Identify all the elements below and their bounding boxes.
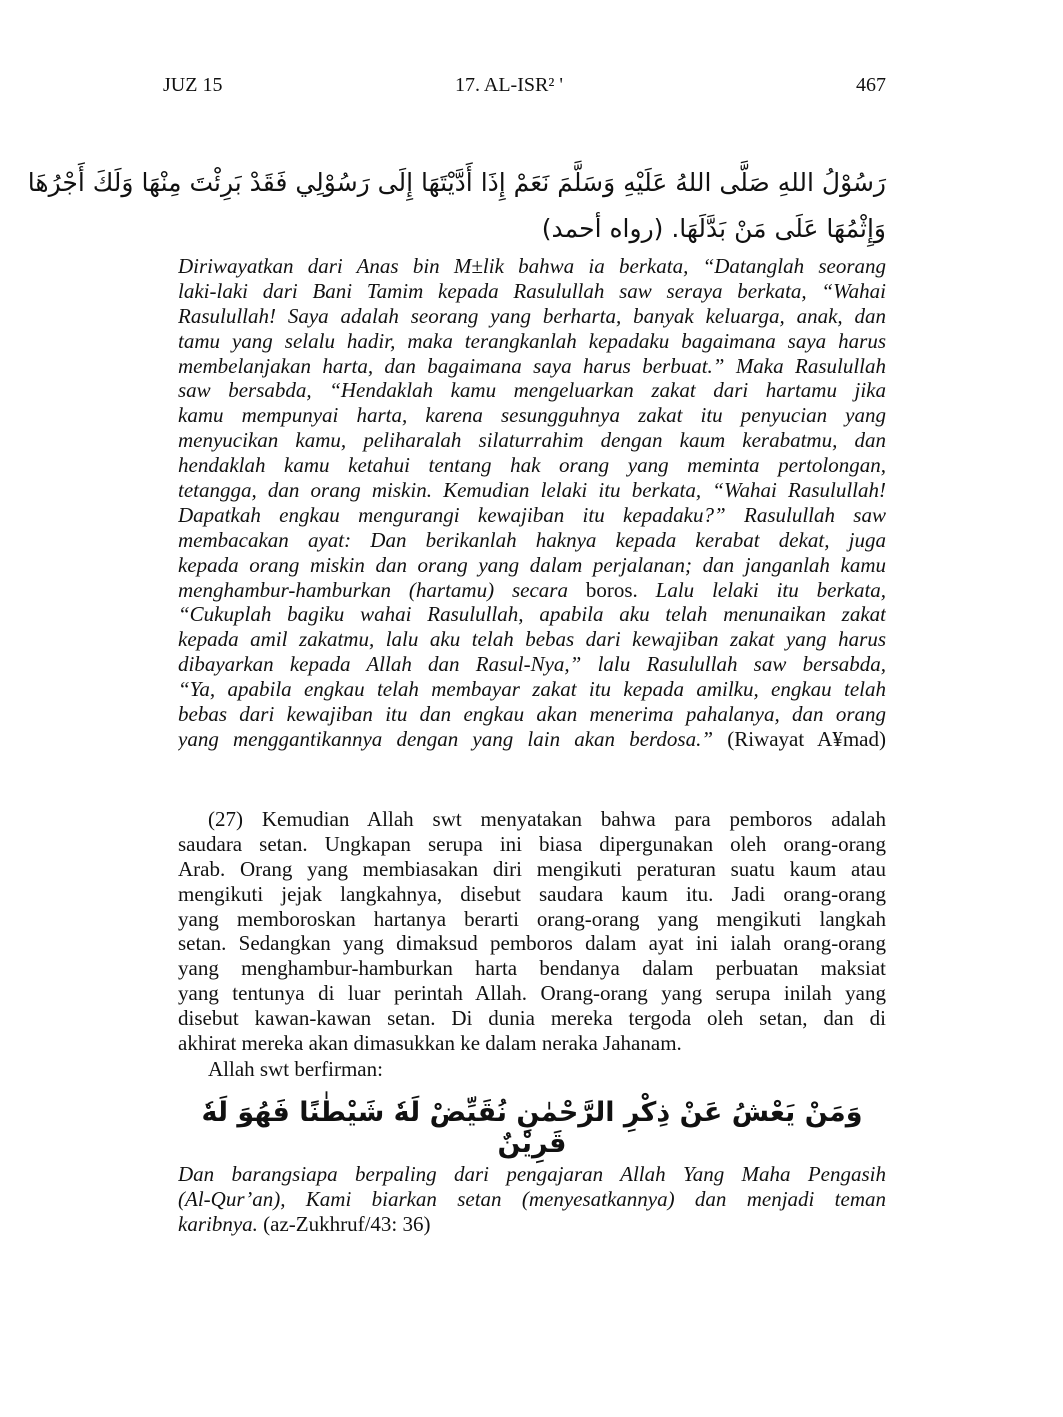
text-span-italic: kamu mempunyai harta, karena sesungguhnya zakat itu penyucian yang [178,403,886,428]
text-line: mengikuti jejak langkahnya, disebut saudara kaum itu. Jadi orang-orang [178,881,886,906]
paragraph-27 [178,807,886,1056]
hadith-arabic [27,160,886,252]
text-line: yang tentunya di luar perintah Allah. Orang-orang yang serupa inilah yang [178,981,886,1006]
text-line [178,378,886,403]
text-span-italic: membacakan ayat: Dan berikanlah haknya kepada kerabat dekat, juga [178,527,886,552]
text-line: (27) Kemudian Allah swt menyatakan bahwa para pemboros adalah [208,807,886,831]
ayah-arabic: وَمَنْ يَعْشُ عَنْ ذِكْرِ الرَّحْمٰنِ نُقَيِّضْ لَهٗ شَيْطٰنًا فَهُوَ لَهٗ قَرِيْنٌ [201,1097,863,1159]
text-line [178,528,886,553]
arabic-line: وَإِثْمُهَا عَلَى مَنْ بَدَّلَهَا. (رواه أحمد) [541,214,886,243]
text-line: Arab. Orang yang membiasakan diri mengikuti peraturan suatu kaum atau [178,856,886,881]
text-line: akhirat mereka akan dimasukkan ke dalam neraka Jahanam. [178,1031,682,1056]
text-span-italic: bebas dari kewajiban itu dan engkau akan menerima pahalanya, dan orang [178,702,886,727]
text-line: saudara setan. Ungkapan serupa ini biasa dipergunakan oleh orang-orang [178,831,886,856]
text-span-italic: karibnya. [178,1211,258,1236]
text-line [178,403,886,428]
text-span-italic: Rasulullah! Saya adalah seorang yang berharta, banyak keluarga, anak, dan [178,303,886,328]
text-line [178,702,886,727]
text-span-italic: Lalu lelaki itu berkata, [655,577,886,602]
text-line [178,553,886,578]
text-span-italic: Dapatkah engkau mengurangi kewajiban itu kepadaku?” Rasulullah saw [178,502,886,527]
header-surah: 17. AL-ISR² ' [455,74,563,96]
text-line [178,677,886,702]
text-line [178,329,886,354]
text-line: disebut kawan-kawan setan. Di dunia mereka tergoda oleh setan, dan di [178,1006,886,1031]
text-span-italic: kepada orang miskin dan orang yang dalam perjalanan; dan janganlah kamu [178,552,886,577]
ayah-translation [178,1162,886,1237]
arabic-line: رَسُوْلُ اللهِ صَلَّى اللهُ عَلَيْهِ وَسَلَّمَ نَعَمْ إِذَا أَدَّيْتَهَا إِلَى رَسُوْلِي فَقَدْ بَرِئْتَ مِنْهَا وَلَكَ أَجْرُهَا [27,168,886,197]
text-line: setan. Sedangkan yang dimaksud pemboros dalam ayat ini ialah orang-orang [178,931,886,956]
text-span-italic: (Al-Qur’an), Kami biarkan setan (menyesatkannya) dan menjadi teman [178,1186,886,1211]
text-span-italic: tetangga, dan orang miskin. Kemudian lelaki itu berkata, “Wahai Rasulullah! [178,478,886,503]
text-span-italic: membelanjakan harta, dan bagaimana saya harus berbuat.” Maka Rasulullah [178,353,886,378]
text-span-italic: menyucikan kamu, peliharalah silaturrahim dengan kaum kerabatmu, dan [178,428,886,453]
text-span-italic: tamu yang selalu hadir, maka terangkanlah kepadaku bagaimana saya harus [178,328,886,353]
text-line [178,254,886,279]
text-line: yang memboroskan hartanya berarti orang-orang yang mengikuti langkah [178,906,886,931]
text-line [178,1212,886,1237]
text-span-italic: “Cukuplah bagiku wahai Rasulullah, apabila aku telah menunaikan zakat [178,602,886,627]
intro-firman-block [178,1057,886,1082]
text-line [178,354,886,379]
text-line [178,652,886,677]
text-line [178,627,886,652]
text-span-italic: kepada amil zakatmu, lalu aku telah bebas dari kewajiban zakat yang harus [178,627,886,652]
text-span-regular: (Riwayat A¥mad) [727,726,886,751]
text-line [178,304,886,329]
text-span-regular: boros. [585,577,638,602]
text-span-italic: Diriwayatkan dari Anas bin M±lik bahwa ia berkata, “Datanglah seorang [178,254,886,278]
intro-firman: Allah swt berfirman: [208,1057,383,1081]
text-span-italic: saw bersabda, “Hendaklah kamu mengeluarkan zakat dari hartamu jika [178,378,886,403]
text-line [178,279,886,304]
text-line [178,578,886,603]
text-span-italic: menghambur-hamburkan (hartamu) secara [178,577,568,602]
hadith-translation [178,254,886,752]
text-span-italic: dibayarkan kepada Allah dan Rasul-Nya,” lalu Rasulullah saw bersabda, [178,652,886,677]
text-line [178,478,886,503]
header-juz: JUZ 15 [163,74,223,96]
text-line [178,428,886,453]
text-span-italic: yang menggantikannya dengan yang lain akan berdosa.” [178,726,714,751]
text-line [178,1162,886,1187]
text-span-italic: “Ya, apabila engkau telah membayar zakat itu kepada amilku, engkau telah [178,677,886,702]
text-line: yang menghambur-hamburkan harta bendanya dalam perbuatan maksiat [178,956,886,981]
text-line [178,503,886,528]
text-span-regular: (az-Zukhruf/43: 36) [263,1211,431,1236]
text-line [178,453,886,478]
header-page-number: 467 [856,74,886,96]
text-line [178,602,886,627]
text-span-italic: laki-laki dari Bani Tamim kepada Rasulullah saw seraya berkata, “Wahai [178,278,886,303]
text-line [178,727,886,752]
text-span-italic: hendaklah kamu ketahui tentang hak orang yang meminta pertolongan, [178,453,886,478]
text-span-italic: Dan barangsiapa berpaling dari pengajaran Allah Yang Maha Pengasih [178,1162,886,1186]
text-line [178,1187,886,1212]
